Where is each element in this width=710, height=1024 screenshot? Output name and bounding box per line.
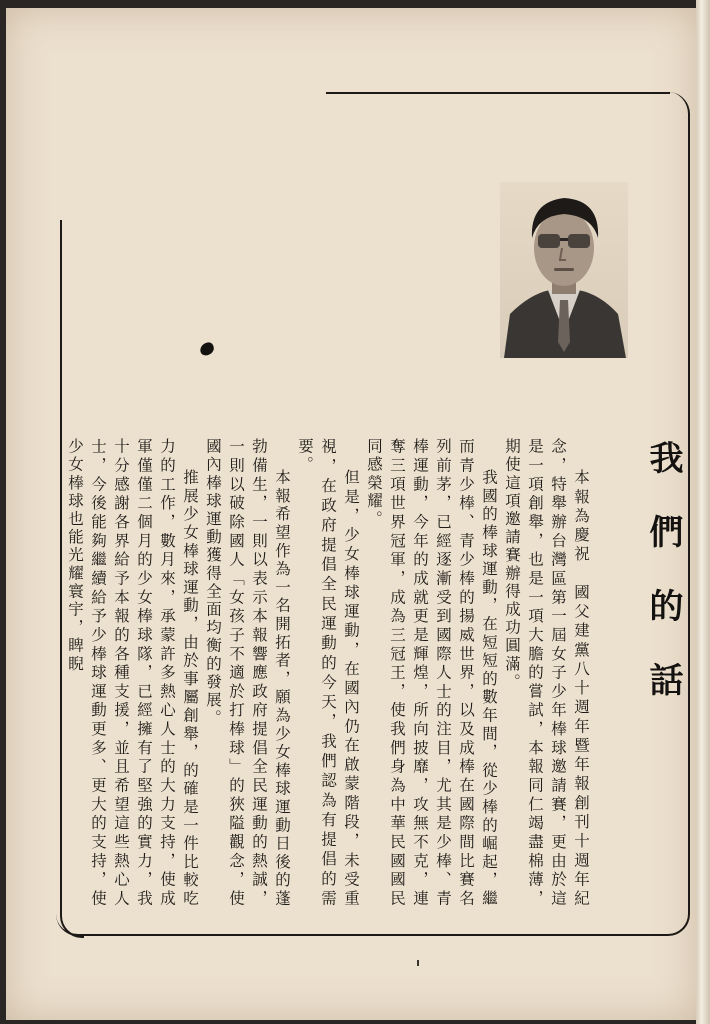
paragraph-3: 但是，少女棒球運動，在國內仍在啟蒙階段，未受重視，在政府提倡全民運動的今天，我們認為有提倡的需要。 [296, 438, 360, 908]
frame-bottom-rule [82, 934, 666, 936]
portrait-image [500, 182, 628, 358]
page-tick-mark [417, 960, 419, 966]
paragraph-4: 本報希望作為一名開拓者，願為少女棒球運動日後的蓬勃備生，一則以表示本報響應政府提倡全民運動的熱誠，一則以破除國人「女孩子不適於打棒球」的狹隘觀念，使國內棒球運動獲得全面均衡的發展。 [204, 438, 291, 908]
article-title: 我們的話 [643, 440, 683, 736]
paragraph-2: 我國的棒球運動，在短短的數年間，從少棒的崛起，繼而青少棒、青少棒的揚威世界，以及成棒在國際間比賽名列前茅，已經逐漸受到國際人士的注目，尤其是少棒、青棒運動，今年的成就更是輝煌，所向披靡，攻無不克，連奪三項世界冠軍，成為三冠王，使我們身為中華民國國民同感榮耀。 [365, 438, 498, 908]
paragraph-5: 推展少女棒球運動，由於事屬創舉，的確是一件比較吃力的工作，數月來，承蒙許多熱心人士的大力支持，使成軍僅僅二個月的少女棒球隊，已經擁有了堅強的實力，我十分感謝各界給予本報的各種支援，並且希望這些熱心人士，今後能夠繼續給予少棒球運動更多、更大的支持，使少女棒球也能光耀寰宇，睥睨 [66, 438, 199, 908]
portrait-photo [500, 182, 628, 358]
page-edge [696, 0, 710, 1024]
article-body [66, 438, 592, 908]
paragraph-1: 本報為慶祝 國父建黨八十週年暨年報創刊十週年紀念，特舉辦台灣區第一屆女子少年棒球邀請賽，更由於這是一項創舉，也是一項大膽的嘗試，本報同仁竭盡棉薄，期使這項邀請賽辦得成功圓滿。 [503, 438, 590, 908]
